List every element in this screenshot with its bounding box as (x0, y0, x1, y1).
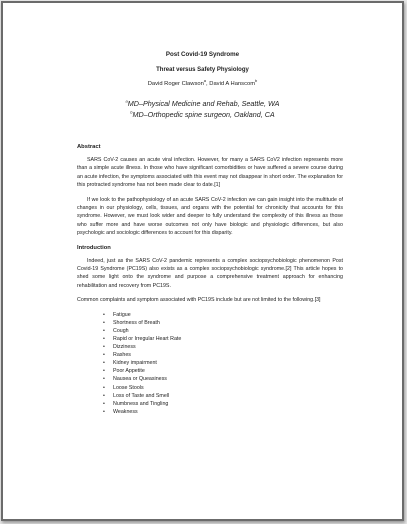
symptom-item (103, 327, 343, 335)
symptom-text: Loss of Taste and Smell (113, 392, 170, 399)
symptom-text: Cough (113, 327, 129, 334)
abstract-paragraph: If we look to the pathophysiology of an acute SARS CoV-2 infection we can gain insight into the multitude of changes in our physiology, cells, tissues, and organs with the potential for chronicity that accounts for this syndrome. However, we must look wider and deeper to fully understand the complexity of this illness as those who suffer more and have worse outcomes not only have biologic and physiologic differences, but also psychologic and sociologic differences to account for this disparity. (77, 196, 343, 237)
symptom-text: Fatigue (113, 311, 131, 318)
symptom-text: Dizziness (113, 344, 136, 351)
author-name: David A Hanscom (209, 81, 256, 87)
author-affiliation-mark: a (203, 78, 207, 84)
introduction-paragraph: Indeed, just as the SARS CoV-2 pandemic represents a complex sociopsychobiologic phenomenon Post Covid-19 Syndrome (PC19S) also exists as a complex sociopsychobiologic syndrome.[2] This article hopes to shed some light onto the syndrome and purpose a comprehensive treatment approach for enhancing rehabilitation and recovery from PC19S. (77, 257, 343, 289)
title-block (3, 51, 402, 120)
symptom-item (103, 400, 343, 408)
symptom-item (103, 319, 343, 327)
document-page (3, 3, 402, 519)
abstract-paragraph: SARS CoV-2 causes an acute viral infection. However, for many a SARS CoV2 infection represents more than a simple acute illness. In those who have significant comorbidities or have suffered a severe course during an acute infection, the symptoms associated with this event may not disappear in short order. The explanation for this protracted syndrome has not been made clear to date.[1] (77, 157, 343, 189)
affiliation (3, 98, 402, 109)
symptom-text: Kidney impairment (113, 360, 157, 367)
bullet: • (103, 327, 105, 334)
paper-title: Post Covid-19 Syndrome (165, 51, 240, 58)
symptom-list (77, 311, 343, 416)
symptom-text: Shortness of Breath (113, 319, 160, 326)
author-affiliation-mark: b (255, 78, 258, 84)
affiliation-mark: b (130, 109, 133, 115)
affiliation-text: MD–Orthopedic spine surgeon, Oakland, CA (132, 110, 275, 119)
affiliation-text: MD–Physical Medicine and Rehab, Seattle, WA (127, 99, 280, 108)
symptom-item (103, 351, 343, 359)
bullet: • (103, 408, 105, 415)
author-name: David Roger Clawson (147, 81, 204, 87)
bullet: • (103, 392, 105, 399)
symptom-text: Numbness and Tingling (113, 400, 169, 407)
symptom-item (103, 311, 343, 319)
introduction-paragraph: Common complaints and symptom associated with PC19S include but are not limited to the following.[3] (77, 297, 321, 304)
introduction-heading: Introduction (77, 244, 111, 251)
body-text (77, 143, 343, 416)
symptom-text: Poor Appetite (113, 368, 145, 375)
symptom-item (103, 375, 343, 383)
page-frame (1, 1, 404, 521)
symptom-text: Loose Stools (113, 384, 144, 391)
symptom-item (103, 367, 343, 375)
bullet: • (103, 311, 105, 318)
affiliation-mark: a (125, 98, 128, 104)
symptom-text: Nausea or Queasiness (113, 376, 167, 383)
abstract-heading: Abstract (77, 144, 101, 150)
bullet: • (103, 344, 105, 351)
bullet: • (103, 376, 105, 383)
author-separator: , (206, 81, 210, 87)
author-line (3, 80, 402, 88)
symptom-item (103, 408, 343, 416)
symptom-item (103, 359, 343, 367)
symptom-text: Rashes (113, 352, 131, 359)
bullet: • (103, 352, 105, 359)
bullet: • (103, 319, 105, 326)
symptom-item (103, 335, 343, 343)
symptom-item (103, 392, 343, 400)
bullet: • (103, 400, 105, 407)
symptom-item (103, 384, 343, 392)
symptom-text: Weakness (113, 408, 138, 415)
bullet: • (103, 384, 105, 391)
affiliation (3, 109, 402, 120)
bullet: • (103, 368, 105, 375)
bullet: • (103, 360, 105, 367)
paper-subtitle: Threat versus Safety Physiology (156, 67, 249, 73)
symptom-text: Rapid or Irregular Heart Rate (113, 335, 182, 342)
symptom-item (103, 343, 343, 351)
bullet: • (103, 335, 105, 342)
